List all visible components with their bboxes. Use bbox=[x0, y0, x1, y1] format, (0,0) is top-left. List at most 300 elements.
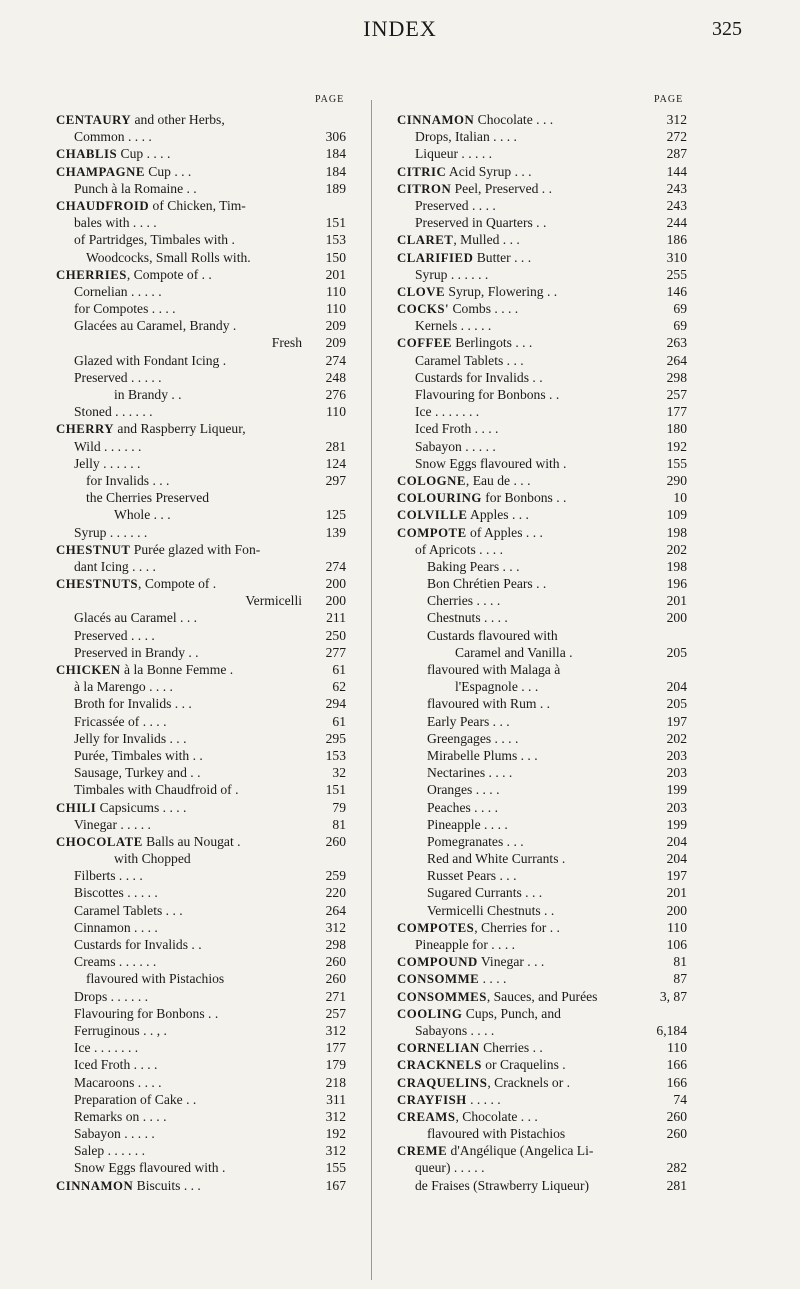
entry-text bbox=[397, 128, 517, 145]
entry-label: . . . . bbox=[479, 971, 507, 987]
entry-text bbox=[397, 644, 573, 661]
index-entry bbox=[397, 472, 687, 489]
entry-text bbox=[397, 919, 560, 937]
entry-page: 184 bbox=[325, 163, 346, 179]
entry-keyword: CHERRY bbox=[56, 422, 115, 437]
index-entry bbox=[397, 867, 687, 884]
entry-label: the Cherries Preserved bbox=[86, 490, 210, 506]
index-entry bbox=[397, 1091, 687, 1108]
entry-label: Pineapple for . . . . bbox=[415, 937, 516, 952]
entry-label: Wild . . . . . . bbox=[74, 438, 142, 454]
entry-text bbox=[56, 1108, 167, 1125]
entry-label: Flavouring for Bonbons . . bbox=[74, 1005, 219, 1021]
entry-label: Fresh bbox=[271, 335, 302, 351]
index-entry bbox=[56, 1091, 346, 1108]
index-entry bbox=[397, 609, 687, 626]
entry-text bbox=[56, 936, 202, 953]
entry-keyword: COLOURING bbox=[397, 491, 482, 506]
entry-label: , Cracknels or . bbox=[487, 1074, 571, 1090]
entry-label: for Bonbons . . bbox=[481, 490, 567, 506]
entry-page: 298 bbox=[666, 369, 687, 385]
entry-text bbox=[397, 1142, 593, 1160]
entry-page: 290 bbox=[666, 472, 687, 488]
entry-text bbox=[56, 661, 233, 679]
index-entry bbox=[56, 352, 346, 369]
index-entry bbox=[56, 970, 346, 987]
index-entry bbox=[397, 884, 687, 901]
entry-text bbox=[397, 747, 538, 764]
entry-text bbox=[397, 1159, 484, 1176]
entry-text bbox=[56, 1142, 145, 1159]
index-entry bbox=[397, 524, 687, 541]
entry-text bbox=[56, 541, 260, 559]
entry-page: 257 bbox=[325, 1005, 346, 1021]
entry-label: Bon Chrétien Pears . . bbox=[427, 576, 547, 592]
entry-text bbox=[397, 799, 498, 816]
entry-label: Whole . . . bbox=[114, 507, 171, 523]
entry-label: flavoured with Pistachios bbox=[427, 1126, 566, 1142]
index-entry bbox=[397, 953, 687, 970]
entry-label: Macaroons . . . . bbox=[74, 1074, 162, 1090]
entry-text bbox=[397, 1177, 589, 1194]
entry-label: of Chicken, Tim- bbox=[149, 197, 246, 213]
entry-page: 110 bbox=[667, 919, 687, 935]
entry-text bbox=[56, 1091, 196, 1108]
entry-label: Vermicelli Chestnuts . . bbox=[427, 902, 555, 918]
entry-keyword: COLVILLE bbox=[397, 508, 468, 523]
index-entry bbox=[56, 472, 346, 489]
entry-keyword: CHABLIS bbox=[56, 147, 118, 162]
entry-page: 260 bbox=[325, 954, 346, 970]
entry-text bbox=[56, 644, 199, 661]
entry-label: à la Marengo . . . . bbox=[74, 679, 173, 695]
entry-page: 109 bbox=[666, 507, 687, 523]
entry-keyword: CRAQUELINS bbox=[397, 1075, 488, 1090]
entry-label: Russet Pears . . . bbox=[427, 868, 517, 884]
entry-page: 260 bbox=[325, 971, 346, 987]
entry-keyword: CHERRIES bbox=[56, 267, 127, 282]
entry-page: 264 bbox=[325, 902, 346, 918]
index-entry bbox=[397, 627, 687, 644]
entry-text bbox=[56, 438, 141, 455]
entry-page: 271 bbox=[325, 988, 346, 1004]
index-entry bbox=[397, 1125, 687, 1142]
entry-page: 312 bbox=[325, 919, 346, 935]
index-entry bbox=[56, 558, 346, 575]
index-entry bbox=[397, 145, 687, 162]
entry-label: Nectarines . . . . bbox=[427, 765, 513, 781]
entry-label: Iced Froth . . . . bbox=[74, 1057, 158, 1073]
entry-text bbox=[397, 300, 518, 318]
entry-label: Custards flavoured with bbox=[427, 627, 558, 643]
index-entry bbox=[56, 936, 346, 953]
entry-text bbox=[56, 506, 171, 523]
entry-page: 312 bbox=[325, 1022, 346, 1038]
entry-text bbox=[397, 317, 491, 334]
entry-page: 153 bbox=[325, 747, 346, 763]
entry-label: , Mulled . . . bbox=[453, 232, 520, 248]
entry-label: Biscuits . . . bbox=[133, 1177, 201, 1193]
index-entry bbox=[397, 713, 687, 730]
index-entry bbox=[56, 627, 346, 644]
entry-text bbox=[56, 489, 209, 506]
entry-label: Chestnuts . . . . bbox=[427, 610, 508, 626]
index-entry bbox=[56, 1022, 346, 1039]
right-index-column bbox=[397, 111, 687, 1194]
entry-text bbox=[56, 953, 156, 970]
index-entry bbox=[56, 850, 346, 867]
entry-label: Preserved in Quarters . . bbox=[415, 215, 547, 231]
entry-page: 197 bbox=[666, 868, 687, 884]
entry-text bbox=[56, 833, 241, 851]
entry-label: l'Espagnole . . . bbox=[455, 679, 539, 695]
entry-page: 260 bbox=[325, 833, 346, 849]
entry-label: Greengages . . . . bbox=[427, 730, 519, 746]
entry-label: Cups, Punch, and bbox=[462, 1005, 561, 1021]
entry-label: Punch à la Romaine . . bbox=[74, 180, 197, 196]
entry-label: Sugared Currants . . . bbox=[427, 885, 543, 901]
entry-text bbox=[397, 524, 543, 542]
entry-text bbox=[397, 1022, 494, 1039]
entry-text bbox=[56, 678, 173, 695]
entry-label: à la Bonne Femme . bbox=[120, 662, 234, 677]
index-entry bbox=[56, 145, 346, 162]
index-entry bbox=[56, 249, 346, 266]
index-entry bbox=[397, 231, 687, 248]
entry-text bbox=[56, 713, 167, 730]
right-page-label: PAGE bbox=[654, 94, 684, 105]
index-entry bbox=[56, 884, 346, 901]
index-entry bbox=[56, 111, 346, 128]
entry-page: 264 bbox=[666, 352, 687, 368]
entry-label: Early Pears . . . bbox=[427, 713, 510, 729]
entry-text bbox=[397, 352, 524, 369]
entry-page: 198 bbox=[666, 558, 687, 574]
index-entry bbox=[397, 730, 687, 747]
entry-text bbox=[397, 231, 520, 249]
entry-keyword: CHESTNUTS bbox=[56, 577, 139, 592]
entry-page: 144 bbox=[666, 163, 687, 179]
entry-text bbox=[56, 627, 155, 644]
entry-text bbox=[56, 317, 236, 334]
index-entry bbox=[397, 403, 687, 420]
index-entry bbox=[397, 506, 687, 523]
index-entry bbox=[397, 799, 687, 816]
entry-keyword: CENTAURY bbox=[56, 113, 132, 127]
entry-page: 203 bbox=[666, 765, 687, 781]
entry-label: Apples . . . bbox=[467, 507, 529, 523]
entry-text bbox=[397, 145, 492, 162]
entry-text bbox=[56, 1159, 225, 1176]
index-entry bbox=[397, 919, 687, 936]
entry-text bbox=[397, 163, 532, 181]
entry-page: 110 bbox=[667, 1040, 687, 1056]
entry-page: 10 bbox=[673, 490, 687, 506]
entry-page: 248 bbox=[325, 369, 346, 385]
entry-label: Cinnamon . . . . bbox=[74, 919, 158, 935]
entry-label: Purée, Timbales with . . bbox=[74, 747, 203, 763]
entry-label: Ferruginous . . , . bbox=[74, 1022, 167, 1038]
entry-page: 179 bbox=[325, 1057, 346, 1073]
entry-text bbox=[56, 1177, 201, 1195]
index-entry bbox=[56, 730, 346, 747]
entry-label: Cherries . . . . bbox=[427, 593, 501, 609]
index-entry bbox=[397, 111, 687, 128]
entry-page: 306 bbox=[325, 129, 346, 145]
entry-label: . . . . . bbox=[466, 1091, 501, 1107]
entry-text bbox=[56, 816, 151, 833]
entry-text bbox=[397, 266, 488, 283]
entry-label: Liqueur . . . . . bbox=[415, 146, 493, 162]
entry-page: 166 bbox=[666, 1074, 687, 1090]
entry-page: 167 bbox=[325, 1177, 346, 1193]
entry-text bbox=[397, 730, 518, 747]
index-entry bbox=[397, 300, 687, 317]
entry-page: 200 bbox=[325, 576, 346, 592]
index-entry bbox=[56, 128, 346, 145]
entry-page: 203 bbox=[666, 799, 687, 815]
entry-keyword: COLOGNE bbox=[397, 473, 466, 488]
entry-text bbox=[56, 799, 186, 817]
entry-page: 209 bbox=[325, 335, 346, 351]
index-entry bbox=[56, 524, 346, 541]
entry-text bbox=[56, 283, 162, 300]
entry-page: 204 bbox=[666, 851, 687, 867]
entry-page: 81 bbox=[673, 954, 687, 970]
entry-page: 201 bbox=[666, 885, 687, 901]
entry-page: 277 bbox=[325, 644, 346, 660]
entry-label: , Chocolate . . . bbox=[455, 1108, 538, 1124]
index-entry bbox=[56, 1142, 346, 1159]
entry-label: Filberts . . . . bbox=[74, 868, 143, 884]
entry-page: 200 bbox=[666, 902, 687, 918]
entry-text bbox=[397, 764, 512, 781]
entry-text bbox=[56, 850, 191, 867]
entry-label: Remarks on . . . . bbox=[74, 1108, 167, 1124]
entry-label: Capsicums . . . . bbox=[96, 799, 187, 815]
entry-page: 282 bbox=[666, 1160, 687, 1176]
entry-keyword: CLARET bbox=[397, 233, 454, 248]
entry-text bbox=[397, 1091, 501, 1109]
entry-text bbox=[56, 1005, 218, 1022]
entry-page: 294 bbox=[325, 696, 346, 712]
entry-text bbox=[397, 970, 506, 988]
entry-label: Stoned . . . . . . bbox=[74, 404, 153, 420]
index-entry bbox=[56, 386, 346, 403]
index-entry bbox=[397, 936, 687, 953]
entry-label: Red and White Currants . bbox=[427, 851, 566, 867]
entry-label: Caramel Tablets . . . bbox=[74, 902, 183, 918]
index-entry bbox=[397, 678, 687, 695]
entry-label: Purée glazed with Fon- bbox=[130, 541, 261, 557]
entry-label: Pomegranates . . . bbox=[427, 833, 524, 849]
entry-page: 257 bbox=[666, 387, 687, 402]
index-entry bbox=[397, 317, 687, 334]
entry-page: 150 bbox=[325, 249, 346, 265]
entry-text bbox=[56, 1022, 167, 1039]
entry-label: Glazed with Fondant Icing . bbox=[74, 352, 227, 368]
entry-text bbox=[56, 455, 140, 472]
entry-page: 211 bbox=[326, 610, 346, 626]
index-entry bbox=[56, 747, 346, 764]
index-entry bbox=[56, 661, 346, 678]
entry-label: and Raspberry Liqueur, bbox=[114, 421, 246, 437]
index-entry bbox=[56, 420, 346, 437]
index-entry bbox=[397, 541, 687, 558]
entry-label: Combs . . . . bbox=[449, 301, 519, 317]
entry-label: Ice . . . . . . . bbox=[74, 1040, 139, 1056]
entry-text bbox=[397, 1125, 565, 1142]
entry-text bbox=[397, 1074, 570, 1092]
entry-text bbox=[397, 609, 508, 626]
entry-page: 106 bbox=[666, 937, 687, 952]
entry-text bbox=[56, 145, 170, 163]
entry-page: 276 bbox=[325, 387, 346, 402]
entry-text bbox=[397, 936, 515, 953]
entry-label: Biscottes . . . . . bbox=[74, 885, 158, 901]
entry-page: 312 bbox=[325, 1108, 346, 1124]
entry-text bbox=[397, 988, 597, 1006]
entry-page: 243 bbox=[666, 197, 687, 213]
index-entry bbox=[397, 833, 687, 850]
index-entry bbox=[56, 816, 346, 833]
entry-label: Pineapple . . . . bbox=[427, 816, 508, 832]
entry-text bbox=[397, 953, 544, 971]
entry-keyword: CITRIC bbox=[397, 164, 447, 179]
index-entry bbox=[56, 163, 346, 180]
entry-label: Custards for Invalids . . bbox=[74, 937, 202, 952]
index-entry bbox=[397, 214, 687, 231]
entry-page: 202 bbox=[666, 541, 687, 557]
entry-text bbox=[397, 713, 510, 730]
entry-page: 203 bbox=[666, 747, 687, 763]
entry-page: 110 bbox=[326, 283, 346, 299]
entry-label: Vermicelli bbox=[245, 593, 302, 609]
entry-label: Preserved in Brandy . . bbox=[74, 644, 199, 660]
index-entry bbox=[397, 489, 687, 506]
index-entry bbox=[397, 695, 687, 712]
index-entry bbox=[397, 1177, 687, 1194]
index-entry bbox=[56, 541, 346, 558]
entry-label: Syrup . . . . . . bbox=[415, 266, 489, 282]
entry-text bbox=[397, 575, 546, 592]
index-entry bbox=[56, 489, 346, 506]
entry-page: 200 bbox=[325, 593, 346, 609]
entry-label: Cherries . . bbox=[479, 1040, 543, 1056]
entry-text bbox=[397, 816, 508, 833]
index-entry bbox=[397, 575, 687, 592]
entry-label: Jelly for Invalids . . . bbox=[74, 730, 187, 746]
entry-label: Salep . . . . . . bbox=[74, 1143, 145, 1159]
entry-label: de Fraises (Strawberry Liqueur) bbox=[415, 1177, 590, 1193]
entry-label: Sabayon . . . . . bbox=[74, 1126, 155, 1142]
index-entry bbox=[397, 128, 687, 145]
entry-text bbox=[56, 163, 191, 181]
entry-page: 255 bbox=[666, 266, 687, 282]
entry-page: 177 bbox=[325, 1040, 346, 1056]
page-number: 325 bbox=[712, 18, 742, 40]
entry-label: bales with . . . . bbox=[74, 215, 157, 231]
index-entry bbox=[56, 678, 346, 695]
entry-text bbox=[397, 180, 552, 198]
entry-label: Flavouring for Bonbons . . bbox=[415, 387, 560, 402]
entry-page: 139 bbox=[325, 524, 346, 540]
entry-label: , Compote of . bbox=[138, 576, 217, 592]
entry-label: Sabayons . . . . bbox=[415, 1022, 495, 1038]
entry-label: Cup . . . . bbox=[117, 146, 171, 162]
index-entry bbox=[397, 369, 687, 386]
index-entry bbox=[56, 953, 346, 970]
index-entry bbox=[397, 816, 687, 833]
index-entry bbox=[397, 1074, 687, 1091]
entry-text bbox=[397, 1005, 561, 1023]
entry-text bbox=[397, 1056, 566, 1074]
entry-label: Cornelian . . . . . bbox=[74, 283, 162, 299]
index-entry bbox=[397, 644, 687, 661]
entry-page: 61 bbox=[332, 662, 346, 677]
entry-label: for Invalids . . . bbox=[86, 472, 170, 488]
entry-text bbox=[56, 266, 212, 284]
entry-text bbox=[56, 1074, 162, 1091]
index-entry bbox=[397, 558, 687, 575]
entry-label: Preserved . . . . bbox=[74, 627, 155, 643]
entry-page: 87 bbox=[673, 971, 687, 987]
column-divider bbox=[371, 100, 372, 1280]
entry-label: Berlingots . . . bbox=[451, 335, 533, 351]
entry-label: d'Angélique (Angelica Li- bbox=[447, 1143, 594, 1159]
index-entry bbox=[56, 1056, 346, 1073]
entry-page: 274 bbox=[325, 352, 346, 368]
entry-text bbox=[56, 352, 226, 369]
entry-label: dant Icing . . . . bbox=[74, 558, 156, 574]
index-entry bbox=[56, 1039, 346, 1056]
entry-text bbox=[56, 1125, 155, 1142]
entry-page: 312 bbox=[325, 1143, 346, 1159]
entry-text bbox=[397, 781, 499, 798]
entry-label: queur) . . . . . bbox=[415, 1160, 485, 1176]
entry-label: Peaches . . . . bbox=[427, 799, 498, 815]
entry-page: 186 bbox=[666, 232, 687, 248]
entry-label: , Sauces, and Purées bbox=[486, 988, 598, 1004]
entry-label: Broth for Invalids . . . bbox=[74, 696, 192, 712]
entry-label: of Partridges, Timbales with . bbox=[74, 232, 235, 248]
left-page-label: PAGE bbox=[315, 94, 345, 105]
index-entry bbox=[397, 1108, 687, 1125]
index-entry bbox=[397, 1039, 687, 1056]
entry-label: Timbales with Chaudfroid of . bbox=[74, 782, 239, 798]
entry-label: Balls au Nougat . bbox=[142, 833, 241, 849]
entry-label: Preserved . . . . . bbox=[74, 369, 162, 385]
entry-text bbox=[397, 833, 524, 850]
entry-page: 151 bbox=[325, 782, 346, 798]
entry-text bbox=[397, 661, 560, 678]
entry-page: 311 bbox=[326, 1091, 346, 1107]
entry-page: 62 bbox=[332, 679, 346, 695]
entry-text bbox=[56, 197, 246, 215]
entry-text bbox=[397, 386, 559, 403]
entry-keyword: CONSOMME bbox=[397, 972, 480, 987]
entry-label: Cup . . . bbox=[144, 163, 192, 179]
entry-page: 244 bbox=[666, 215, 687, 231]
entry-text bbox=[272, 334, 302, 351]
entry-label: Snow Eggs flavoured with . bbox=[415, 455, 567, 471]
entry-text bbox=[56, 128, 152, 145]
entry-page: 198 bbox=[666, 524, 687, 540]
entry-page: 69 bbox=[673, 318, 687, 334]
index-entry bbox=[397, 266, 687, 283]
index-entry bbox=[397, 661, 687, 678]
entry-label: Glacées au Caramel, Brandy . bbox=[74, 318, 237, 334]
